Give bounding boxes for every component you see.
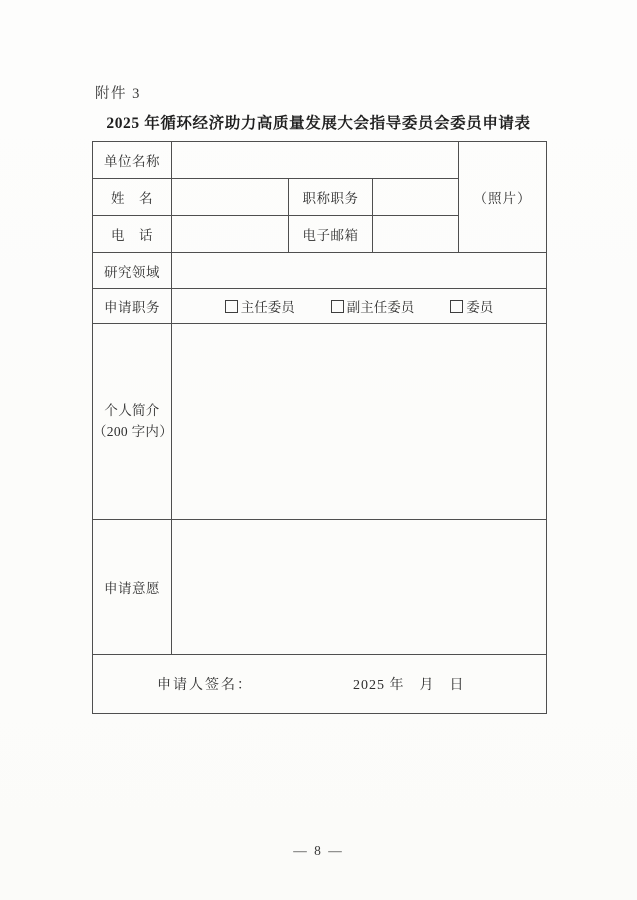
option-label: 副主任委员 [346,300,415,315]
option-label: 委员 [466,300,494,315]
profile-label [93,324,172,520]
signature-label: 申请人签名： [157,678,253,693]
intent-label: 申请意愿 [93,520,172,655]
profile-value-cell [172,324,547,520]
checkbox-icon [331,300,344,313]
signature-cell [93,655,547,714]
table-row [93,520,547,655]
table-row [93,253,547,289]
email-label: 电子邮箱 [289,216,373,253]
title-position-value-cell [373,179,459,216]
name-value-cell [172,179,289,216]
table-row [93,142,547,179]
attachment-label: 附件 3 [95,86,141,102]
research-field-label: 研究领域 [93,253,172,289]
profile-label-line2: （200 字内） [93,423,174,439]
position-options-cell [172,289,547,324]
application-table [92,141,547,714]
photo-placeholder: （照片） [459,142,547,253]
unit-name-label: 单位名称 [93,142,172,179]
phone-label: 电 话 [93,216,172,253]
phone-value-cell [172,216,289,253]
table-row [93,324,547,520]
date-text: 2025 年 月 日 [353,678,465,693]
email-value-cell [373,216,459,253]
position-options-group [172,296,546,316]
profile-label-line1: 个人简介 [104,402,160,418]
page-number: — 8 — [293,843,344,858]
name-label: 姓 名 [93,179,172,216]
position-option-vice-chairman [331,296,415,316]
table-row [93,289,547,324]
option-label: 主任委员 [240,300,295,315]
checkbox-icon [450,300,463,313]
applied-position-label: 申请职务 [93,289,172,324]
research-field-value-cell [172,253,547,289]
position-option-member [450,296,493,316]
unit-name-value-cell [172,142,459,179]
intent-value-cell [172,520,547,655]
position-option-chairman [225,296,295,316]
checkbox-icon [225,300,238,313]
table-row [93,655,547,714]
signature-line [93,655,546,713]
form-title: 2025 年循环经济助力高质量发展大会指导委员会委员申请表 [106,115,531,132]
title-position-label: 职称职务 [289,179,373,216]
